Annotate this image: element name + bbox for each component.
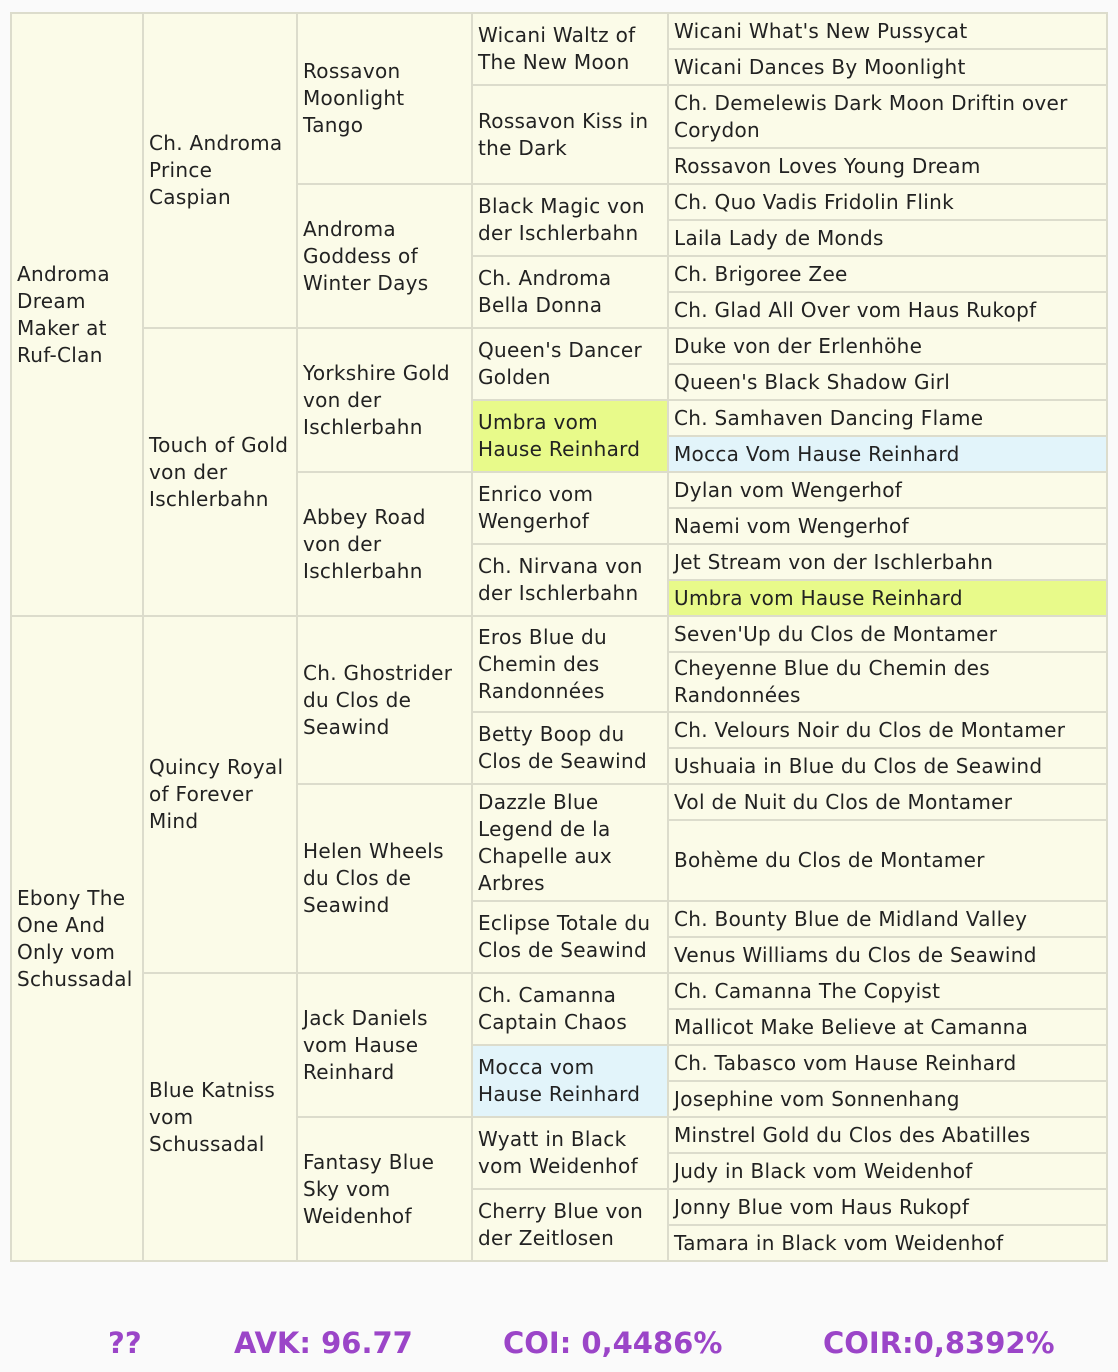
ancestor-gen5-7: Ch. Glad All Over vom Haus Rukopf <box>668 292 1107 328</box>
ancestor-gen5-17: Cheyenne Blue du Chemin des Randonnées <box>668 652 1107 712</box>
ancestor-gen5-6: Ch. Brigoree Zee <box>668 256 1107 292</box>
ancestor-gen1-1: Ebony The One And Only vom Schussadal <box>11 616 143 1261</box>
pedigree-row <box>11 973 1107 1009</box>
unknown-marker: ?? <box>108 1326 142 1360</box>
ancestor-gen4-0: Wicani Waltz of The New Moon <box>472 13 668 85</box>
ancestor-gen4-10: Dazzle Blue Legend de la Chapelle aux Arbres <box>472 784 668 901</box>
ancestor-gen5-26: Ch. Tabasco vom Hause Reinhard <box>668 1045 1107 1081</box>
ancestor-gen3-7: Fantasy Blue Sky vom Weidenhof <box>297 1117 472 1261</box>
ancestor-gen5-31: Tamara in Black vom Weidenhof <box>668 1225 1107 1261</box>
ancestor-gen5-8: Duke von der Erlenhöhe <box>668 328 1107 364</box>
pedigree-chart <box>10 12 1106 1256</box>
ancestor-gen5-22: Ch. Bounty Blue de Midland Valley <box>668 901 1107 937</box>
coi-value: COI: 0,4486% <box>503 1326 723 1360</box>
ancestor-gen5-13: Naemi vom Wengerhof <box>668 508 1107 544</box>
ancestor-gen4-12: Ch. Camanna Captain Chaos <box>472 973 668 1045</box>
ancestor-gen5-25: Mallicot Make Believe at Camanna <box>668 1009 1107 1045</box>
ancestor-gen4-8: Eros Blue du Chemin des Randonnées <box>472 616 668 712</box>
ancestor-gen5-2: Ch. Demelewis Dark Moon Driftin over Corydon <box>668 85 1107 148</box>
ancestor-gen2-2: Quincy Royal of Forever Mind <box>143 616 297 973</box>
ancestor-gen5-16: Seven'Up du Clos de Montamer <box>668 616 1107 652</box>
ancestor-gen3-1: Androma Goddess of Winter Days <box>297 184 472 328</box>
ancestor-gen3-5: Helen Wheels du Clos de Seawind <box>297 784 472 973</box>
ancestor-gen5-18: Ch. Velours Noir du Clos de Montamer <box>668 712 1107 748</box>
ancestor-gen4-1: Rossavon Kiss in the Dark <box>472 85 668 184</box>
ancestor-gen5-3: Rossavon Loves Young Dream <box>668 148 1107 184</box>
ancestor-gen2-3: Blue Katniss vom Schussadal <box>143 973 297 1261</box>
ancestor-gen5-23: Venus Williams du Clos de Seawind <box>668 937 1107 973</box>
ancestor-gen3-0: Rossavon Moonlight Tango <box>297 13 472 184</box>
pedigree-row <box>11 13 1107 49</box>
ancestor-gen5-30: Jonny Blue vom Haus Rukopf <box>668 1189 1107 1225</box>
ancestor-gen4-11: Eclipse Totale du Clos de Seawind <box>472 901 668 973</box>
coir-value: COIR:0,8392% <box>823 1326 1055 1360</box>
ancestor-gen4-14: Wyatt in Black vom Weidenhof <box>472 1117 668 1189</box>
ancestor-gen2-0: Ch. Androma Prince Caspian <box>143 13 297 328</box>
ancestor-gen5-19: Ushuaia in Blue du Clos de Seawind <box>668 748 1107 784</box>
ancestor-gen2-1: Touch of Gold von der Ischlerbahn <box>143 328 297 616</box>
ancestor-gen4-13: Mocca vom Hause Reinhard <box>472 1045 668 1117</box>
ancestor-gen5-29: Judy in Black vom Weidenhof <box>668 1153 1107 1189</box>
ancestor-gen5-9: Queen's Black Shadow Girl <box>668 364 1107 400</box>
ancestor-gen4-6: Enrico vom Wengerhof <box>472 472 668 544</box>
ancestor-gen5-15: Umbra vom Hause Reinhard <box>668 580 1107 616</box>
ancestor-gen3-2: Yorkshire Gold von der Ischlerbahn <box>297 328 472 472</box>
ancestor-gen5-20: Vol de Nuit du Clos de Montamer <box>668 784 1107 820</box>
pedigree-table <box>10 12 1108 1262</box>
avk-value: AVK: 96.77 <box>234 1326 413 1360</box>
ancestor-gen5-5: Laila Lady de Monds <box>668 220 1107 256</box>
ancestor-gen5-0: Wicani What's New Pussycat <box>668 13 1107 49</box>
ancestor-gen4-3: Ch. Androma Bella Donna <box>472 256 668 328</box>
ancestor-gen3-6: Jack Daniels vom Hause Reinhard <box>297 973 472 1117</box>
ancestor-gen5-12: Dylan vom Wengerhof <box>668 472 1107 508</box>
ancestor-gen5-21: Bohème du Clos de Montamer <box>668 820 1107 901</box>
ancestor-gen4-9: Betty Boop du Clos de Seawind <box>472 712 668 784</box>
pedigree-row <box>11 328 1107 364</box>
ancestor-gen1-0: Androma Dream Maker at Ruf-Clan <box>11 13 143 616</box>
footer-stats <box>0 1318 1118 1368</box>
ancestor-gen5-14: Jet Stream von der Ischlerbahn <box>668 544 1107 580</box>
ancestor-gen3-3: Abbey Road von der Ischlerbahn <box>297 472 472 616</box>
ancestor-gen5-1: Wicani Dances By Moonlight <box>668 49 1107 85</box>
ancestor-gen5-28: Minstrel Gold du Clos des Abatilles <box>668 1117 1107 1153</box>
ancestor-gen5-10: Ch. Samhaven Dancing Flame <box>668 400 1107 436</box>
ancestor-gen4-5: Umbra vom Hause Reinhard <box>472 400 668 472</box>
ancestor-gen5-24: Ch. Camanna The Copyist <box>668 973 1107 1009</box>
ancestor-gen4-15: Cherry Blue von der Zeitlosen <box>472 1189 668 1261</box>
ancestor-gen3-4: Ch. Ghostrider du Clos de Seawind <box>297 616 472 784</box>
ancestor-gen5-27: Josephine vom Sonnenhang <box>668 1081 1107 1117</box>
ancestor-gen4-4: Queen's Dancer Golden <box>472 328 668 400</box>
ancestor-gen5-11: Mocca Vom Hause Reinhard <box>668 436 1107 472</box>
ancestor-gen4-2: Black Magic von der Ischlerbahn <box>472 184 668 256</box>
ancestor-gen4-7: Ch. Nirvana von der Ischlerbahn <box>472 544 668 616</box>
pedigree-row <box>11 616 1107 652</box>
ancestor-gen5-4: Ch. Quo Vadis Fridolin Flink <box>668 184 1107 220</box>
